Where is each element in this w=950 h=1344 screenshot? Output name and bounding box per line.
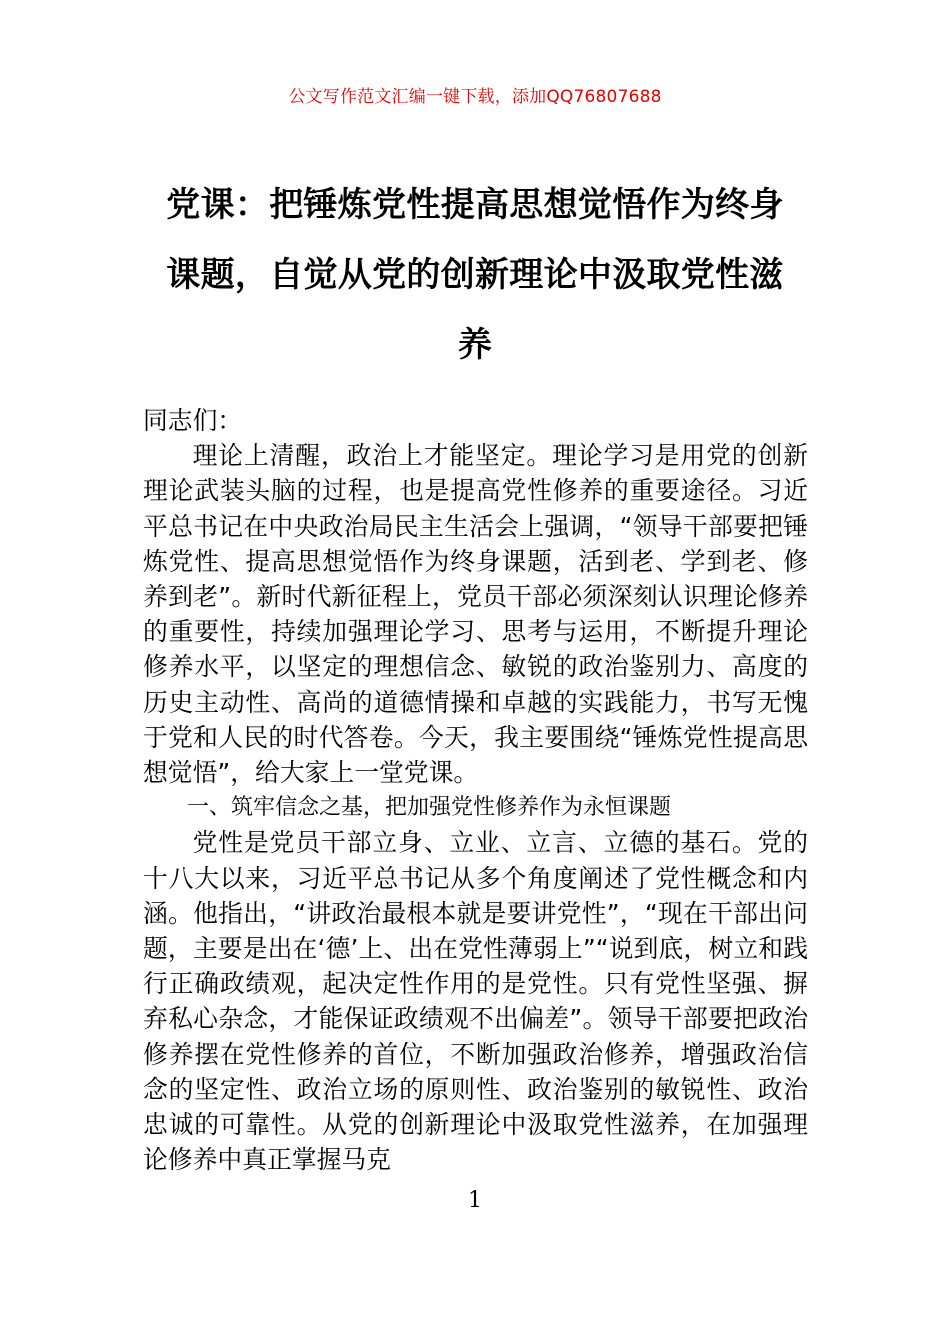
download-notice: 公文写作范文汇编一键下载，添加QQ76807688 — [288, 87, 662, 107]
document-title: 党课：把锤炼党性提高思想觉悟作为终身课题，自觉从党的创新理论中汲取党性滋养 — [166, 185, 784, 365]
section-heading-1: 一、筑牢信念之基，把加强党性修养作为永恒课题 — [187, 795, 672, 821]
paragraph-section-1: 党性是党员干部立身、立业、立言、立德的基石。党的十八大以来，习近平总书记从多个角度阐述了党性概念和内涵。他指出，“讲政治最根本就是要讲党性”，“现在干部出问题，主要是出在‘德’上、出在党性薄弱上”“说到底，树立和践行正确政绩观，起决定性作用的是党性。只有党性坚强、摒弃私心杂念，才能保证政绩观不出偏差”。领导干部要把政治修养摆在党性修养的首位，不断加强政治修养，增强政治信念的坚定性、政治立场的原则性、政治鉴别的敏锐性、政治忠诚的可靠性。从党的创新理论中汲取党性滋养，在加强理论修养中真正掌握马克 — [143, 828, 808, 1175]
document-body — [143, 403, 808, 1177]
page-number: 1 — [468, 1188, 482, 1213]
paragraph-intro: 理论上清醒，政治上才能坚定。理论学习是用党的创新理论武装头脑的过程，也是提高党性修养的重要途径。习近平总书记在中央政治局民主生活会上强调，“领导干部要把锤炼党性、提高思想觉悟作为终身课题，活到老、学到老、修养到老”。新时代新征程上，党员干部必须深刻认识理论修养的重要性，持续加强理论学习、思考与运用，不断提升理论修养水平，以坚定的理想信念、敏锐的政治鉴别力、高度的历史主动性、高尚的道德情操和卓越的实践能力，书写无愧于党和人民的时代答卷。今天，我主要围绕“锤炼党性提高思想觉悟”，给大家上一堂党课。 — [143, 441, 808, 788]
salutation: 同志们： — [143, 406, 243, 435]
